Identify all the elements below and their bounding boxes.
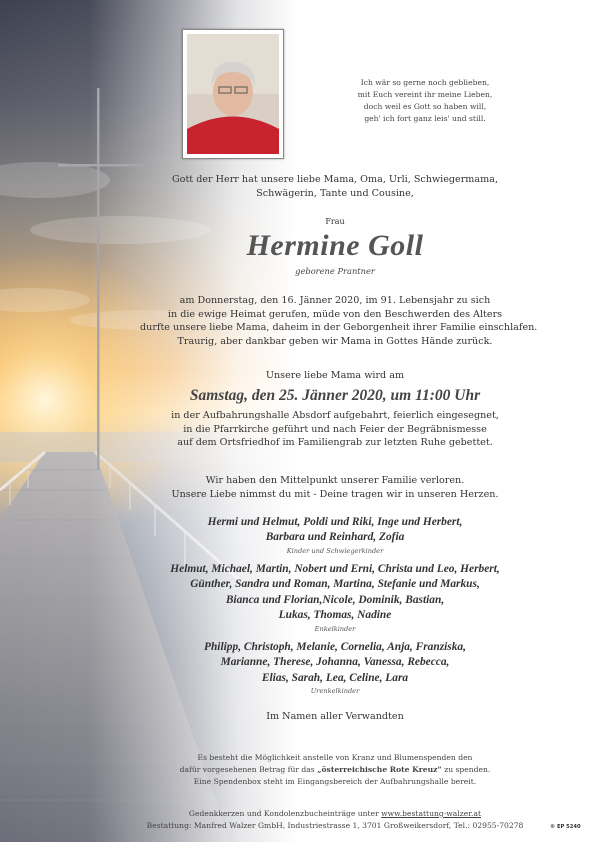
funeral-details-line: auf dem Ortsfriedhof im Familiengrab zur letzten Ruhe gebettet. bbox=[177, 437, 493, 449]
footer bbox=[140, 808, 530, 832]
donation-line bbox=[140, 764, 530, 776]
portrait-image bbox=[187, 34, 279, 154]
donation-line: Es besteht die Möglichkeit anstelle von Kranz und Blumenspenden den bbox=[197, 753, 473, 762]
donation-text: zu spenden. bbox=[441, 765, 491, 774]
intro-line: Schwägerin, Tante und Cousine, bbox=[256, 187, 414, 199]
portrait-photo bbox=[182, 29, 284, 159]
intro-line: Gott der Herr hat unsere liebe Mama, Oma, Urli, Schwiegermama, bbox=[172, 174, 498, 185]
quote-line: geh' ich fort ganz leis' und still. bbox=[364, 114, 486, 123]
death-notice-line: Traurig, aber dankbar geben wir Mama in Gottes Hände zurück. bbox=[177, 335, 493, 347]
closing-text: Im Namen aller Verwandten bbox=[266, 711, 404, 722]
family-names-line: Philipp, Christoph, Melanie, Cornelia, Anja, Franziska, bbox=[204, 641, 466, 653]
family-relation: Kinder und Schwiegerkinder bbox=[286, 546, 384, 555]
family-names-line: Günther, Sandra und Roman, Martina, Stefanie und Markus, bbox=[190, 578, 480, 591]
tribute-line: Wir haben den Mittelpunkt unserer Familie verloren. bbox=[205, 475, 465, 486]
family-names-line: Marianne, Therese, Johanna, Vanessa, Rebecca, bbox=[220, 656, 450, 669]
family-names-line: Elias, Sarah, Lea, Celine, Lara bbox=[261, 671, 409, 684]
family-names-line: Lukas, Thomas, Nadine bbox=[278, 609, 392, 622]
funeral-date: Samstag, den 25. Jänner 2020, um 11:00 Uhr bbox=[189, 387, 481, 404]
quote-line: Ich wär so gerne noch geblieben, bbox=[360, 78, 490, 87]
death-notice-line: in die ewige Heimat gerufen, müde von den Beschwerden des Alters bbox=[167, 308, 503, 320]
death-notice-line: durfte unsere liebe Mama, daheim in der Geborgenheit ihrer Familie einschlafen. bbox=[140, 322, 538, 334]
document-code: © EP 5240 bbox=[550, 824, 581, 830]
death-notice bbox=[140, 294, 538, 348]
funeral-details bbox=[140, 409, 530, 450]
quote-poem bbox=[340, 77, 510, 125]
donation-line: Eine Spendenbox steht im Eingangsbereich der Aufbahrungshalle bereit. bbox=[193, 777, 477, 786]
footer-line bbox=[140, 808, 530, 820]
tribute-line: Unsere Liebe nimmst du mit - Deine tragen wir in unseren Herzen. bbox=[171, 488, 499, 500]
family-group-children bbox=[140, 515, 530, 556]
quote-line: doch weil es Gott so haben will, bbox=[363, 102, 487, 111]
intro-text bbox=[140, 173, 530, 200]
footer-address: Bestattung: Manfred Walzer GmbH, Industriestrasse 1, 3701 Großweikersdorf, Tel.: 02955-70278 bbox=[146, 821, 524, 830]
website-link[interactable]: www.bestattung-walzer.at bbox=[381, 809, 482, 818]
footer-text: Gedenkkerzen und Kondolenzbucheinträge unter bbox=[188, 809, 382, 818]
quote-line: mit Euch vereint ihr meine Lieben, bbox=[357, 90, 493, 99]
family-group-grandchildren bbox=[140, 562, 530, 634]
tribute-text bbox=[140, 474, 530, 501]
donation-note bbox=[140, 752, 530, 788]
family-relation: Urenkelkinder bbox=[310, 687, 360, 696]
donation-text: dafür vorgesehenen Betrag für das bbox=[179, 765, 318, 774]
title-prefix: Frau bbox=[325, 217, 345, 226]
family-relation: Enkelkinder bbox=[314, 624, 356, 633]
family-names-line: Bianca und Florian,Nicole, Dominik, Bastian, bbox=[225, 593, 445, 606]
funeral-details-line: in der Aufbahrungshalle Absdorf aufgebahrt, feierlich eingesegnet, bbox=[171, 410, 499, 421]
charity-name: „österreichische Rote Kreuz“ bbox=[317, 765, 442, 774]
family-group-great-grandchildren bbox=[140, 640, 530, 696]
death-notice-line: am Donnerstag, den 16. Jänner 2020, im 91. Lebensjahr zu sich bbox=[179, 295, 491, 306]
family-names-line: Hermi und Helmut, Poldi und Riki, Inge und Herbert, bbox=[207, 516, 463, 528]
maiden-name: geborene Prantner bbox=[295, 266, 375, 276]
funeral-intro: Unsere liebe Mama wird am bbox=[265, 370, 405, 381]
family-names-line: Barbara und Reinhard, Zofia bbox=[265, 531, 405, 544]
family-names-line: Helmut, Michael, Martin, Nobert und Erni, Christa und Leo, Herbert, bbox=[170, 563, 500, 575]
deceased-name: Hermine Goll bbox=[246, 229, 424, 262]
funeral-details-line: in die Pfarrkirche geführt und nach Feier der Begräbnismesse bbox=[183, 423, 487, 435]
